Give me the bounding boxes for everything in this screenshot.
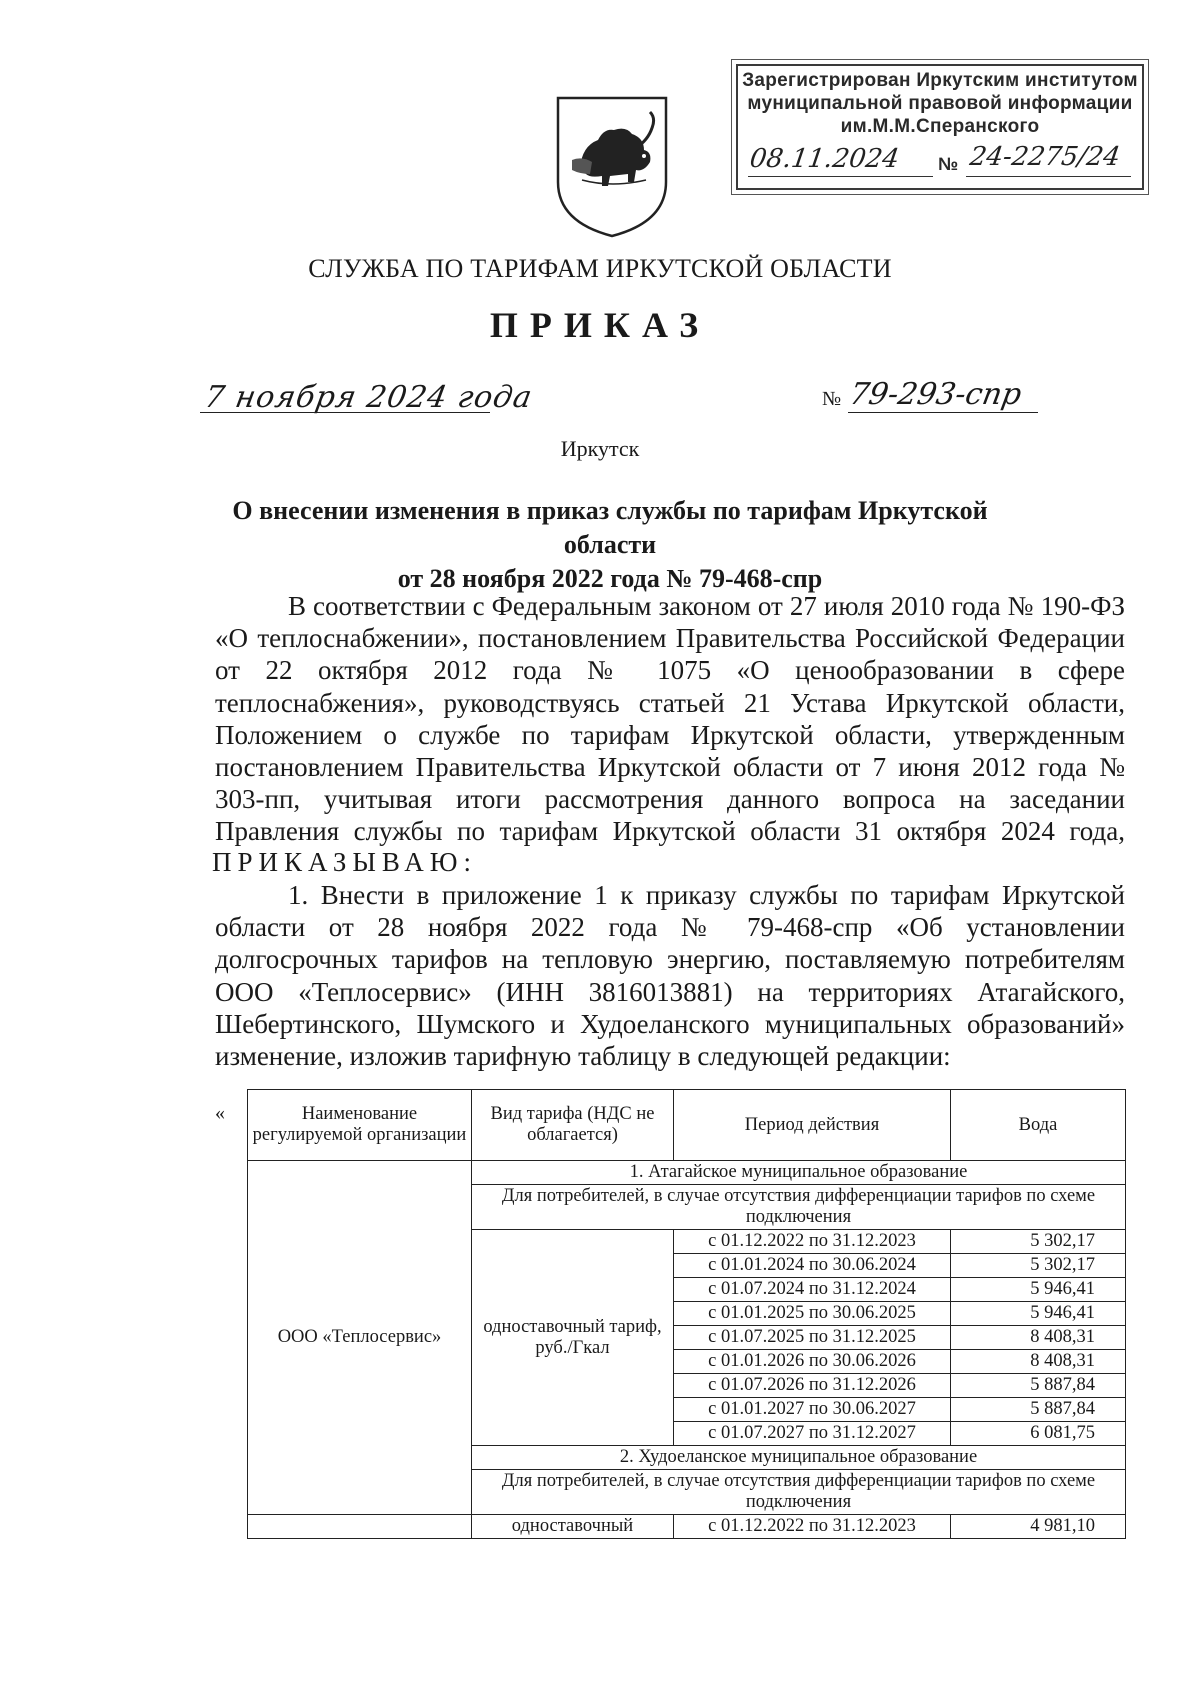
clause-line: Шебертинского, Шумского и Худоеланского муниципальных образований»: [215, 1008, 1125, 1039]
clause-line: 1. Внести в приложение 1 к приказу службы по тарифам Иркутской: [288, 880, 1125, 910]
preamble-line: № 303-пп, учитывая итоги рассмотрения данного вопроса на заседании: [215, 752, 1125, 815]
preamble-line: № 190-ФЗ «О теплоснабжении», постановлением Правительства Российской: [215, 591, 1125, 654]
water-value-cell: 8 408,31: [951, 1350, 1126, 1374]
section-title: 1. Атагайское муниципальное образование: [472, 1161, 1126, 1185]
subject-line-1: О внесении изменения в приказ службы по тарифам Иркутской области: [232, 496, 988, 559]
preamble-line: теплоснабжения», руководствуясь статьей 21 Устава Иркутской области,: [215, 687, 1125, 718]
period-cell: с 01.12.2022 по 31.12.2023: [674, 1515, 951, 1539]
period-cell: с 01.01.2026 по 30.06.2026: [674, 1350, 951, 1374]
section-title: 2. Худоеланское муниципальное образование: [472, 1446, 1126, 1470]
header-period: Период действия: [674, 1090, 951, 1161]
period-cell: с 01.01.2027 по 30.06.2027: [674, 1398, 951, 1422]
table-open-quote: «: [215, 1102, 225, 1124]
stamp-date: 08.11.2024: [747, 144, 901, 174]
table-row: [248, 1515, 1126, 1539]
header-water: Вода: [951, 1090, 1126, 1161]
stamp-line-2: муниципальной правовой информации: [747, 93, 1133, 114]
water-value-cell: 6 081,75: [951, 1422, 1126, 1446]
water-value-cell: 5 887,84: [951, 1374, 1126, 1398]
registration-stamp: [736, 64, 1144, 190]
clause-line: области от 28 ноября 2022 года № 79-468-спр «Об установлении: [215, 912, 1125, 943]
clause-1-paragraph: [215, 879, 1125, 1072]
preamble-line: Федерации от 22 октября 2012 года № 1075 «О ценообразовании в сфере: [215, 623, 1125, 686]
preamble-paragraph: [215, 590, 1125, 848]
period-cell: с 01.07.2026 по 31.12.2026: [674, 1374, 951, 1398]
order-number-label: №: [822, 388, 842, 410]
period-cell: с 01.12.2022 по 31.12.2023: [674, 1230, 951, 1254]
issuing-organization: СЛУЖБА ПО ТАРИФАМ ИРКУТСКОЙ ОБЛАСТИ: [308, 254, 892, 283]
water-value-cell: 5 946,41: [951, 1278, 1126, 1302]
preamble-line: В соответствии с Федеральным законом от 27 июля 2010 года: [288, 591, 1001, 621]
water-value-cell: 8 408,31: [951, 1326, 1126, 1350]
coat-of-arms-emblem: [552, 90, 672, 240]
water-value-cell: 5 302,17: [951, 1230, 1126, 1254]
stamp-date-underline: [748, 176, 933, 177]
stamp-line-1: Зарегистрирован Иркутским институтом: [742, 70, 1138, 91]
table-header-row: [248, 1090, 1126, 1161]
period-cell: с 01.01.2024 по 30.06.2024: [674, 1254, 951, 1278]
subject-line-2: от 28 ноября 2022 года № 79-468-спр: [397, 564, 823, 593]
section-subtitle: Для потребителей, в случае отсутствия дифференциации тарифов по схеме подключения: [472, 1470, 1126, 1515]
clause-line: изменение, изложив тарифную таблицу в следующей редакции:: [215, 1041, 951, 1072]
stamp-line-3: им.М.М.Сперанского: [840, 116, 1040, 137]
order-subject: [190, 494, 1030, 596]
city: Иркутск: [560, 436, 640, 461]
clause-line: ООО «Теплосервис» (ИНН 3816013881) на территориях Атагайского,: [215, 976, 1125, 1007]
water-value-cell: 5 302,17: [951, 1254, 1126, 1278]
organization-cell-continued: [248, 1515, 472, 1539]
stamp-number-label: №: [938, 154, 959, 174]
period-cell: с 01.01.2025 по 30.06.2025: [674, 1302, 951, 1326]
period-cell: с 01.07.2027 по 31.12.2027: [674, 1422, 951, 1446]
period-cell: с 01.07.2024 по 31.12.2024: [674, 1278, 951, 1302]
preamble-line: Правления службы по тарифам Иркутской области 31 октября 2024 года,: [215, 816, 1125, 847]
organization-cell: ООО «Теплосервис»: [248, 1161, 472, 1515]
order-number: 79-293-спр: [846, 377, 1025, 412]
tariff-type-cell: одноставочный: [472, 1515, 674, 1539]
preamble-line: постановлением Правительства Иркутской области от 7 июня 2012 года: [215, 752, 1088, 783]
tariff-table: [247, 1089, 1126, 1539]
number-underline: [848, 412, 1038, 413]
order-word: ПРИКАЗЫВАЮ:: [212, 847, 477, 877]
tariff-type-cell: одноставочный тариф, руб./Гкал: [472, 1230, 674, 1446]
water-value-cell: 5 946,41: [951, 1302, 1126, 1326]
date-underline: [200, 412, 490, 413]
stamp-number: 24-2275/24: [967, 142, 1122, 172]
document-type-title: ПРИКАЗ: [489, 305, 711, 345]
period-cell: с 01.07.2025 по 31.12.2025: [674, 1326, 951, 1350]
preamble-line: Положением о службе по тарифам Иркутской области, утвержденным: [215, 719, 1125, 750]
clause-line: долгосрочных тарифов на тепловую энергию, поставляемую потребителям: [215, 944, 1125, 975]
water-value-cell: 4 981,10: [951, 1515, 1126, 1539]
header-organization: Наименование регулируемой организации: [248, 1090, 472, 1161]
order-date: 7 ноября 2024 года: [201, 380, 536, 415]
water-value-cell: 5 887,84: [951, 1398, 1126, 1422]
stamp-number-underline: [966, 176, 1131, 177]
header-tariff-type: Вид тарифа (НДС не облагается): [472, 1090, 674, 1161]
section-subtitle: Для потребителей, в случае отсутствия дифференциации тарифов по схеме подключения: [472, 1185, 1126, 1230]
